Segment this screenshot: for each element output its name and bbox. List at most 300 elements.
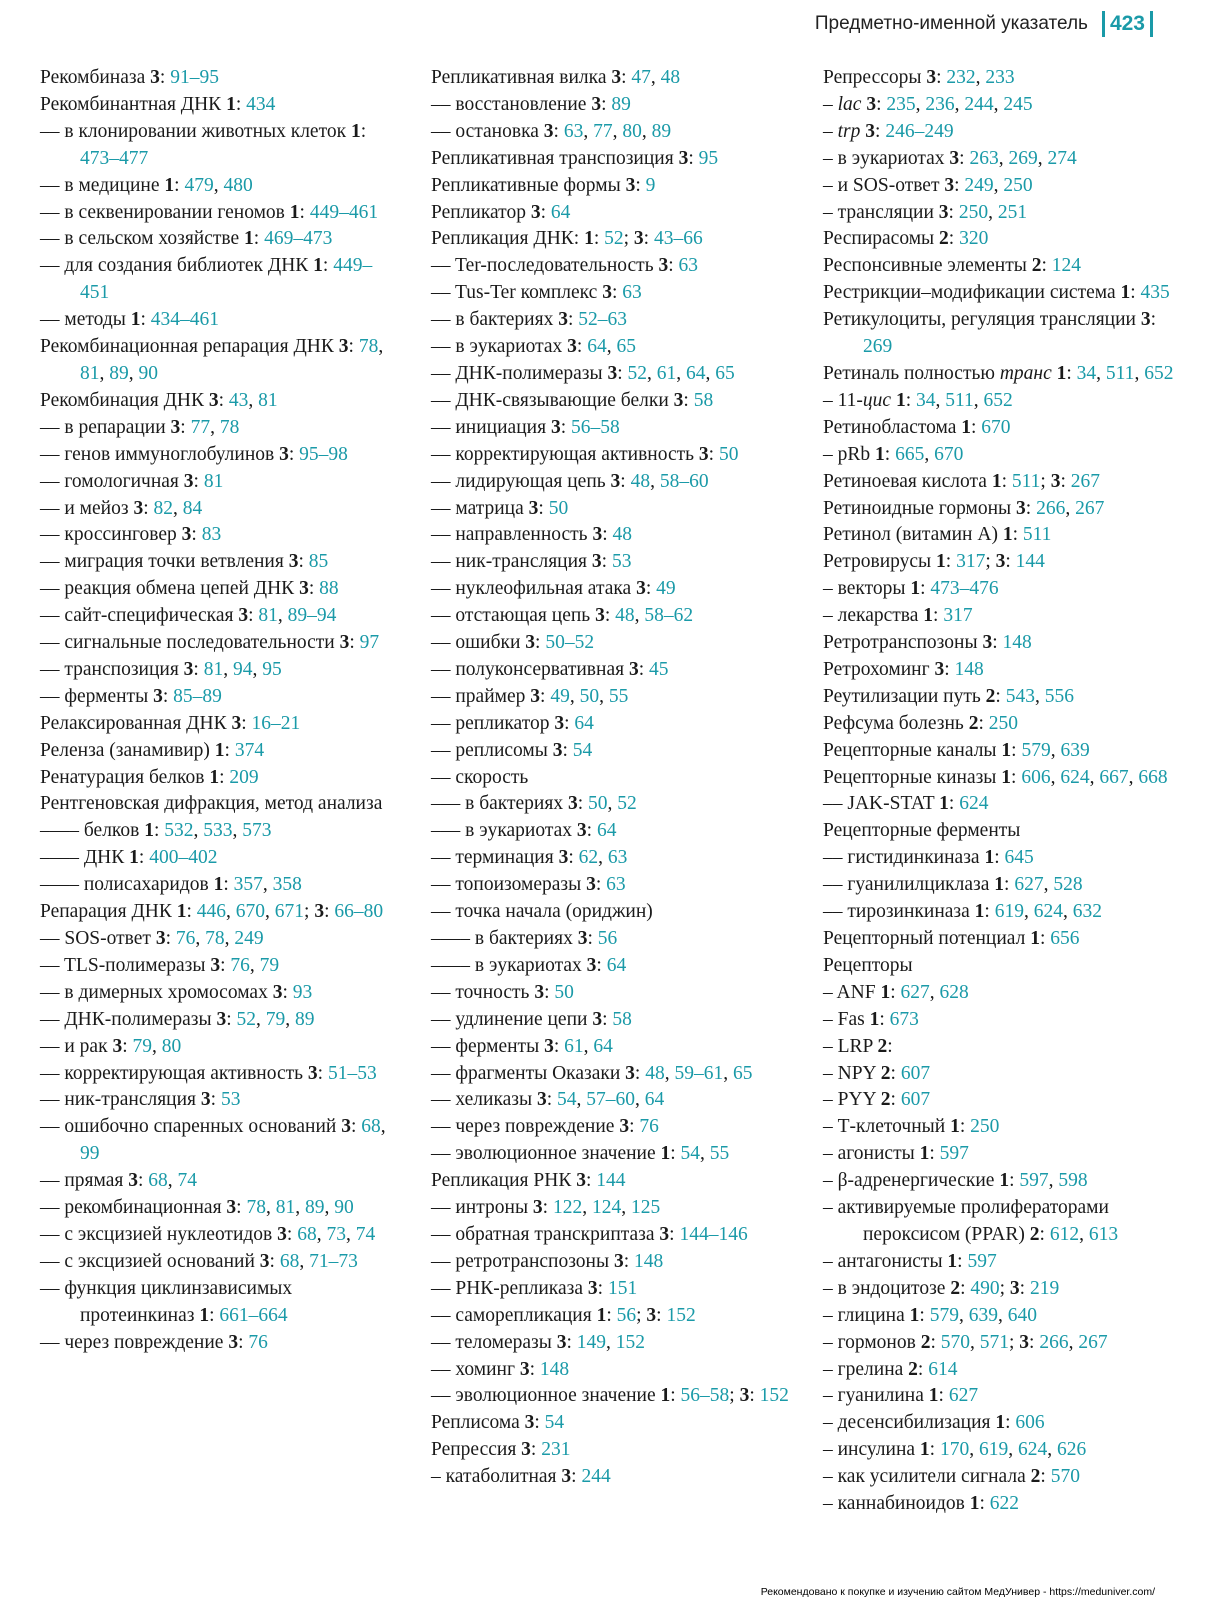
page-ref[interactable]: 95 (262, 658, 282, 680)
page-ref[interactable]: 62 (578, 847, 599, 869)
page-ref[interactable]: 152 (615, 1331, 646, 1353)
entry-text: : (919, 1304, 930, 1326)
page-ref[interactable]: 613 (1088, 1223, 1119, 1245)
page-ref[interactable]: 511 (1011, 470, 1041, 492)
page-ref[interactable]: 661–664 (219, 1304, 288, 1326)
entry-text: Рецепторный потенциал (823, 928, 1031, 949)
page-ref[interactable]: 56 (597, 928, 618, 949)
page-ref[interactable]: 449–461 (309, 201, 379, 223)
page-ref[interactable]: 670 (934, 443, 964, 465)
page-ref[interactable]: 94 (232, 658, 253, 680)
volume-number: 1 (199, 1304, 210, 1326)
page-ref[interactable]: 543 (1005, 685, 1035, 707)
page-ref[interactable]: 64 (574, 712, 594, 734)
volume-number: 1 (164, 174, 175, 196)
page-ref[interactable]: 249 (234, 928, 264, 949)
page-ref[interactable]: 320 (959, 228, 989, 250)
page-ref[interactable]: 244 (581, 1466, 611, 1488)
page-ref[interactable]: 56–58 (680, 1385, 730, 1407)
page-ref[interactable]: 249 (964, 174, 994, 196)
page-ref[interactable]: 56 (616, 1304, 637, 1326)
volume-number: 3 (525, 632, 536, 654)
page-ref[interactable]: 49 (656, 578, 676, 600)
page-ref[interactable]: 81 (203, 470, 224, 492)
page-ref[interactable]: 97 (359, 632, 380, 654)
page-ref[interactable]: 614 (928, 1358, 958, 1380)
page-ref[interactable]: 68 (279, 1250, 300, 1272)
page-ref[interactable]: 511 (1105, 362, 1135, 384)
page-ref[interactable]: 59–61 (674, 1062, 724, 1084)
page-ref[interactable]: 606 (1015, 1412, 1045, 1434)
page-ref[interactable]: 43 (228, 389, 249, 411)
page-ref[interactable]: 48 (645, 1062, 665, 1084)
page-ref[interactable]: 81 (203, 658, 224, 680)
page-ref[interactable]: 74 (177, 1170, 198, 1192)
index-entry (431, 146, 796, 173)
page-ref[interactable]: 148 (1002, 632, 1032, 654)
entry-text: : (542, 1197, 553, 1219)
page-ref[interactable]: 571 (979, 1331, 1009, 1353)
page-ref[interactable]: 81 (275, 1197, 296, 1219)
page-ref[interactable]: 78 (205, 928, 225, 949)
entry-text: , (1008, 1439, 1018, 1461)
page-ref[interactable]: 95–98 (299, 443, 348, 465)
page-ref[interactable]: 65 (616, 336, 636, 358)
page-ref[interactable]: 90 (138, 362, 158, 384)
page-ref[interactable]: 667 (1099, 766, 1129, 788)
page-ref[interactable]: 628 (939, 981, 969, 1003)
page-ref[interactable]: 76 (230, 954, 250, 976)
entry-text: : (905, 389, 916, 411)
page-ref[interactable]: 89 (109, 362, 129, 384)
page-ref[interactable]: 64 (550, 201, 571, 223)
page-ref[interactable]: 78 (219, 416, 240, 438)
page-ref[interactable]: 209 (229, 766, 259, 788)
page-ref[interactable]: 597 (1019, 1170, 1049, 1192)
page-ref[interactable]: 246–249 (885, 120, 954, 142)
page-ref[interactable]: 612 (1049, 1223, 1080, 1245)
page-ref[interactable]: 48 (630, 470, 651, 492)
page-ref[interactable]: 34 (915, 389, 936, 411)
page-ref[interactable]: 639 (1060, 739, 1090, 761)
page-ref[interactable]: 232 (946, 67, 976, 88)
page-ref[interactable]: 627 (900, 981, 930, 1003)
page-ref[interactable]: 269 (863, 336, 893, 358)
page-ref[interactable]: 267 (1070, 470, 1100, 492)
page-ref[interactable]: 639 (968, 1304, 998, 1326)
page-ref[interactable]: 48 (615, 605, 635, 627)
page-ref[interactable]: 43–66 (653, 228, 703, 250)
index-subentry (823, 1330, 1183, 1357)
entry-text: –– и мейоз (40, 497, 134, 519)
volume-number: 1 (144, 820, 154, 842)
page-ref[interactable]: 144–146 (679, 1223, 748, 1245)
page-ref[interactable]: 68 (148, 1170, 168, 1192)
page-ref[interactable]: 607 (900, 1089, 931, 1111)
page-ref[interactable]: 619 (978, 1439, 1009, 1461)
page-ref[interactable]: 58–60 (659, 470, 709, 492)
entry-text: : (945, 551, 957, 573)
index-subentry (823, 1437, 1183, 1464)
page-ref[interactable]: 65 (715, 362, 735, 384)
page-ref[interactable]: 619 (994, 901, 1024, 923)
page-ref[interactable]: 149 (576, 1331, 607, 1353)
entry-text: , (1023, 901, 1034, 923)
volume-number: 3 (636, 578, 646, 600)
entry-text: , (915, 93, 926, 115)
page-ref[interactable]: 152 (759, 1385, 789, 1407)
page-ref[interactable]: 85 (308, 551, 329, 573)
page-ref[interactable]: 58 (693, 389, 714, 411)
volume-number: 3 (673, 389, 684, 411)
page-ref[interactable]: 624 (959, 793, 989, 815)
page-ref[interactable]: 267 (1075, 497, 1105, 519)
page-ref[interactable]: 54 (544, 1412, 565, 1434)
volume-number: 3 (524, 1412, 535, 1434)
page-ref[interactable]: 65 (732, 1062, 753, 1084)
page-ref[interactable]: 83 (201, 524, 222, 546)
page-ref[interactable]: 52 (617, 793, 637, 815)
page-ref[interactable]: 91–95 (170, 67, 219, 88)
page-ref[interactable]: 76 (248, 1331, 268, 1353)
page-ref[interactable]: 152 (666, 1304, 696, 1326)
index-entry (823, 711, 1183, 738)
index-entry (823, 469, 1183, 496)
index-entry (40, 738, 400, 765)
page-ref[interactable]: 490 (970, 1277, 1000, 1299)
page-ref[interactable]: 624 (1060, 766, 1090, 788)
page-ref[interactable]: 357 (233, 874, 263, 896)
page-ref[interactable]: 400–402 (149, 847, 218, 869)
volume-number: 2 (985, 685, 996, 707)
volume-number: 2 (920, 1331, 931, 1353)
page-ref[interactable]: 570 (1050, 1466, 1080, 1488)
page-ref[interactable]: 57–60 (586, 1089, 636, 1111)
page-ref[interactable]: 99 (80, 1143, 100, 1165)
page-ref[interactable]: 665 (895, 443, 925, 465)
page-ref[interactable]: 263 (969, 147, 999, 169)
index-subentry (431, 765, 796, 792)
volume-number: 3 (558, 309, 568, 331)
page-ref[interactable]: 93 (292, 981, 313, 1003)
page-ref[interactable]: 61 (656, 362, 677, 384)
entry-text: –– генов иммуноглобулинов (40, 443, 280, 465)
page-ref[interactable]: 622 (989, 1493, 1020, 1515)
page-ref[interactable]: 50–52 (545, 632, 595, 654)
page-ref[interactable]: 52 (604, 228, 624, 250)
volume-number: 1 (130, 309, 141, 331)
index-subentry (431, 1034, 796, 1061)
page-ref[interactable]: 656 (1050, 928, 1080, 949)
volume-number: 1 (961, 416, 971, 438)
page-ref[interactable]: 449–451 (80, 255, 373, 304)
page-ref[interactable]: 49 (550, 685, 570, 707)
index-subentry (431, 1303, 796, 1330)
page-ref[interactable]: 63 (563, 120, 584, 142)
page-ref[interactable]: 317 (943, 605, 973, 627)
volume-number: 3 (658, 255, 669, 277)
page-ref[interactable]: 55 (709, 1143, 730, 1165)
page-ref[interactable]: 144 (596, 1170, 626, 1192)
page-ref[interactable]: 52 (236, 1008, 256, 1030)
page-ref[interactable]: 668 (1138, 766, 1168, 788)
page-ref[interactable]: 85–89 (173, 685, 222, 707)
page-ref[interactable]: 81 (258, 605, 278, 627)
entry-text: : (568, 847, 579, 869)
page-ref[interactable]: 533 (203, 820, 233, 842)
page-ref[interactable]: 250 (970, 1116, 1000, 1138)
page-ref[interactable]: 50 (579, 685, 600, 707)
page-ref[interactable]: 250 (988, 712, 1018, 734)
entry-text: , (954, 93, 965, 115)
page-ref[interactable]: 124 (1051, 255, 1081, 277)
page-ref[interactable]: 170 (939, 1439, 970, 1461)
page-ref[interactable]: 68 (297, 1223, 317, 1245)
page-ref[interactable]: 88 (319, 578, 339, 600)
page-ref[interactable]: 89 (611, 93, 631, 115)
page-ref[interactable]: 231 (541, 1439, 571, 1461)
entry-text: , (223, 658, 233, 680)
page-ref[interactable]: 573 (242, 820, 272, 842)
page-ref[interactable]: 673 (889, 1008, 919, 1030)
page-ref[interactable]: 671 (274, 901, 305, 923)
page-ref[interactable]: 597 (939, 1143, 969, 1165)
page-ref[interactable]: 624 (1033, 901, 1063, 923)
page-ref[interactable]: 50 (548, 497, 569, 519)
entry-text: : (595, 874, 607, 896)
page-ref[interactable]: 53 (220, 1089, 241, 1111)
page-ref[interactable]: 151 (607, 1277, 638, 1299)
page-ref[interactable]: 266 (1036, 497, 1066, 519)
page-ref[interactable]: 48 (660, 67, 681, 88)
index-entry (431, 1437, 796, 1464)
page-ref[interactable]: 579 (1021, 739, 1051, 761)
page-ref[interactable]: 274 (1047, 147, 1077, 169)
page-ref[interactable]: 125 (630, 1197, 661, 1219)
entry-text: –– нуклеофильная атака (431, 578, 637, 600)
page-ref[interactable]: 219 (1029, 1277, 1060, 1299)
page-ref[interactable]: 670 (981, 416, 1011, 438)
page-ref[interactable]: 317 (956, 551, 986, 573)
entry-text: : (960, 1277, 971, 1299)
index-subentry (431, 1464, 796, 1491)
page-ref[interactable]: 626 (1056, 1439, 1087, 1461)
page-ref[interactable]: 80 (161, 1035, 182, 1057)
page-ref[interactable]: 250 (1003, 174, 1033, 196)
page-ref[interactable]: 55 (608, 685, 629, 707)
page-ref[interactable]: 640 (1007, 1304, 1037, 1326)
page-ref[interactable]: 61 (564, 1035, 584, 1057)
page-ref[interactable]: 51–53 (327, 1062, 377, 1084)
entry-text: : (1005, 551, 1016, 573)
page-ref[interactable]: 148 (954, 658, 984, 680)
page-ref[interactable]: 144 (1015, 551, 1045, 573)
page-ref[interactable]: 77 (593, 120, 613, 142)
entry-text: : (959, 147, 970, 169)
page-ref[interactable]: 50 (718, 443, 739, 465)
page-ref[interactable]: 532 (164, 820, 194, 842)
page-ref[interactable]: 632 (1072, 901, 1102, 923)
page-ref[interactable]: 627 (948, 1385, 979, 1407)
entry-text: : (299, 201, 310, 223)
volume-number: 3 (153, 685, 163, 707)
entry-text: , (576, 1089, 587, 1111)
page-ref[interactable]: 579 (929, 1304, 959, 1326)
page-ref[interactable]: 434–461 (150, 309, 220, 331)
page-ref[interactable]: 148 (539, 1358, 570, 1380)
page-ref[interactable]: 56–58 (570, 416, 620, 438)
page-ref[interactable]: 434 (246, 93, 276, 115)
page-ref[interactable]: 124 (591, 1197, 622, 1219)
page-ref[interactable]: 250 (958, 201, 989, 223)
page-ref[interactable]: 374 (234, 739, 265, 761)
page-ref[interactable]: 233 (985, 67, 1015, 88)
index-subentry (431, 603, 796, 630)
page-ref[interactable]: 251 (997, 201, 1028, 223)
page-ref[interactable]: 79 (132, 1035, 152, 1057)
page-ref[interactable]: 34 (1076, 362, 1097, 384)
page-ref[interactable]: 435 (1140, 282, 1170, 304)
page-ref[interactable]: 556 (1044, 685, 1074, 707)
page-ref[interactable]: 50 (588, 793, 608, 815)
entry-text: : (324, 901, 335, 923)
page-ref[interactable]: 627 (1014, 874, 1044, 896)
page-ref[interactable]: 64 (685, 362, 706, 384)
page-ref[interactable]: 122 (552, 1197, 583, 1219)
page-ref[interactable]: 52–63 (578, 309, 628, 331)
page-ref[interactable]: 148 (634, 1250, 664, 1272)
page-ref[interactable]: 236 (925, 93, 955, 115)
index-subentry (431, 1061, 796, 1088)
page-ref[interactable]: 84 (182, 497, 203, 519)
page-ref[interactable]: 624 (1017, 1439, 1048, 1461)
page-ref[interactable]: 64 (606, 954, 627, 976)
page-ref[interactable]: 95 (698, 147, 719, 169)
page-ref[interactable]: 63 (678, 255, 699, 277)
entry-text: : (890, 1062, 901, 1084)
page-ref[interactable]: 244 (964, 93, 994, 115)
page-ref[interactable]: 54 (557, 1089, 577, 1111)
page-ref[interactable]: 64 (587, 336, 607, 358)
page-ref[interactable]: 358 (272, 874, 302, 896)
page-ref[interactable]: 64 (596, 820, 617, 842)
page-ref[interactable]: 63 (607, 847, 628, 869)
page-ref[interactable]: 58 (612, 1008, 632, 1030)
page-ref[interactable]: 89 (304, 1197, 325, 1219)
page-ref[interactable]: 607 (900, 1062, 931, 1084)
volume-number: 1 (994, 874, 1005, 896)
page-ref[interactable]: 511 (1022, 524, 1052, 546)
page-ref[interactable]: 81 (80, 362, 100, 384)
page-ref[interactable]: 68 (361, 1116, 381, 1138)
page-ref[interactable]: 235 (886, 93, 916, 115)
volume-number: 3 (586, 874, 596, 896)
entry-text: –– методы (40, 309, 131, 331)
page-ref[interactable]: 89 (294, 1008, 315, 1030)
page-ref[interactable]: 80 (622, 120, 642, 142)
page-ref[interactable]: 78 (246, 1197, 266, 1219)
entry-italic: транс (999, 362, 1052, 384)
page-ref[interactable]: 9 (645, 174, 656, 196)
entry-text: ; (623, 228, 634, 250)
page-ref[interactable]: 469–473 (264, 228, 333, 250)
page-ref[interactable]: 76 (639, 1116, 659, 1138)
page-ref[interactable]: 473–477 (80, 147, 149, 169)
page-ref[interactable]: 76 (175, 928, 196, 949)
page-ref[interactable]: 511 (945, 389, 974, 411)
volume-number: 3 (865, 120, 876, 142)
page-ref[interactable]: 570 (940, 1331, 970, 1353)
index-subentry (823, 1087, 1183, 1114)
entry-text: , (1043, 874, 1054, 896)
entry-text: –––– в эукариотах (431, 954, 587, 976)
page-ref[interactable]: 670 (235, 901, 266, 923)
page-ref[interactable]: 479 (184, 174, 214, 196)
page-ref[interactable]: 64 (644, 1089, 665, 1111)
page-ref[interactable]: 82 (153, 497, 173, 519)
page-ref[interactable]: 63 (606, 874, 626, 896)
page-ref[interactable]: 45 (649, 658, 669, 680)
index-subentry (431, 1383, 796, 1410)
page-ref[interactable]: 528 (1053, 874, 1083, 896)
page-ref[interactable]: 53 (611, 551, 632, 573)
volume-number: 2 (1031, 255, 1042, 277)
page-ref[interactable]: 79 (259, 954, 280, 976)
page-ref[interactable]: 266 (1039, 1331, 1069, 1353)
entry-text: –– сайт-специфическая (40, 605, 239, 627)
page-ref[interactable]: 48 (612, 524, 632, 546)
page-ref[interactable]: 66–80 (334, 901, 384, 923)
page-ref[interactable]: 245 (1003, 93, 1033, 115)
page-ref[interactable]: 71–73 (309, 1250, 358, 1272)
page-ref[interactable]: 54 (572, 739, 593, 761)
entry-text: : (566, 1331, 577, 1353)
page-ref[interactable]: 652 (983, 389, 1013, 411)
page-ref[interactable]: 473–476 (930, 578, 999, 600)
page-ref[interactable]: 267 (1078, 1331, 1108, 1353)
page-ref[interactable]: 47 (631, 67, 651, 88)
page-ref[interactable]: 73 (326, 1223, 346, 1245)
page-ref[interactable]: 480 (223, 174, 253, 196)
page-ref[interactable]: 597 (967, 1250, 997, 1272)
page-ref[interactable]: 645 (1004, 847, 1034, 869)
page-ref[interactable]: 52 (627, 362, 647, 384)
page-ref[interactable]: 77 (190, 416, 211, 438)
page-ref[interactable]: 652 (1144, 362, 1174, 384)
page-ref[interactable]: 64 (593, 1035, 613, 1057)
index-subentry (40, 980, 400, 1007)
page-ref[interactable]: 58–62 (644, 605, 694, 627)
page-ref[interactable]: 50 (554, 981, 574, 1003)
entry-text: , (583, 120, 594, 142)
page-ref[interactable]: 78 (358, 336, 379, 358)
page-ref[interactable]: 74 (355, 1223, 376, 1245)
page-ref[interactable]: 16–21 (251, 712, 301, 734)
page-ref[interactable]: 54 (680, 1143, 701, 1165)
index-subentry (431, 684, 796, 711)
page-ref[interactable]: 269 (1008, 147, 1038, 169)
page-ref[interactable]: 598 (1058, 1170, 1088, 1192)
page-ref[interactable]: 90 (334, 1197, 354, 1219)
page-ref[interactable]: 89–94 (287, 605, 337, 627)
page-ref[interactable]: 446 (196, 901, 227, 923)
page-ref[interactable]: 89 (651, 120, 672, 142)
page-ref[interactable]: 81 (258, 389, 278, 411)
page-ref[interactable]: 606 (1021, 766, 1051, 788)
page-ref[interactable]: 79 (265, 1008, 286, 1030)
volume-number: 3 (592, 524, 603, 546)
page-ref[interactable]: 63 (622, 282, 642, 304)
